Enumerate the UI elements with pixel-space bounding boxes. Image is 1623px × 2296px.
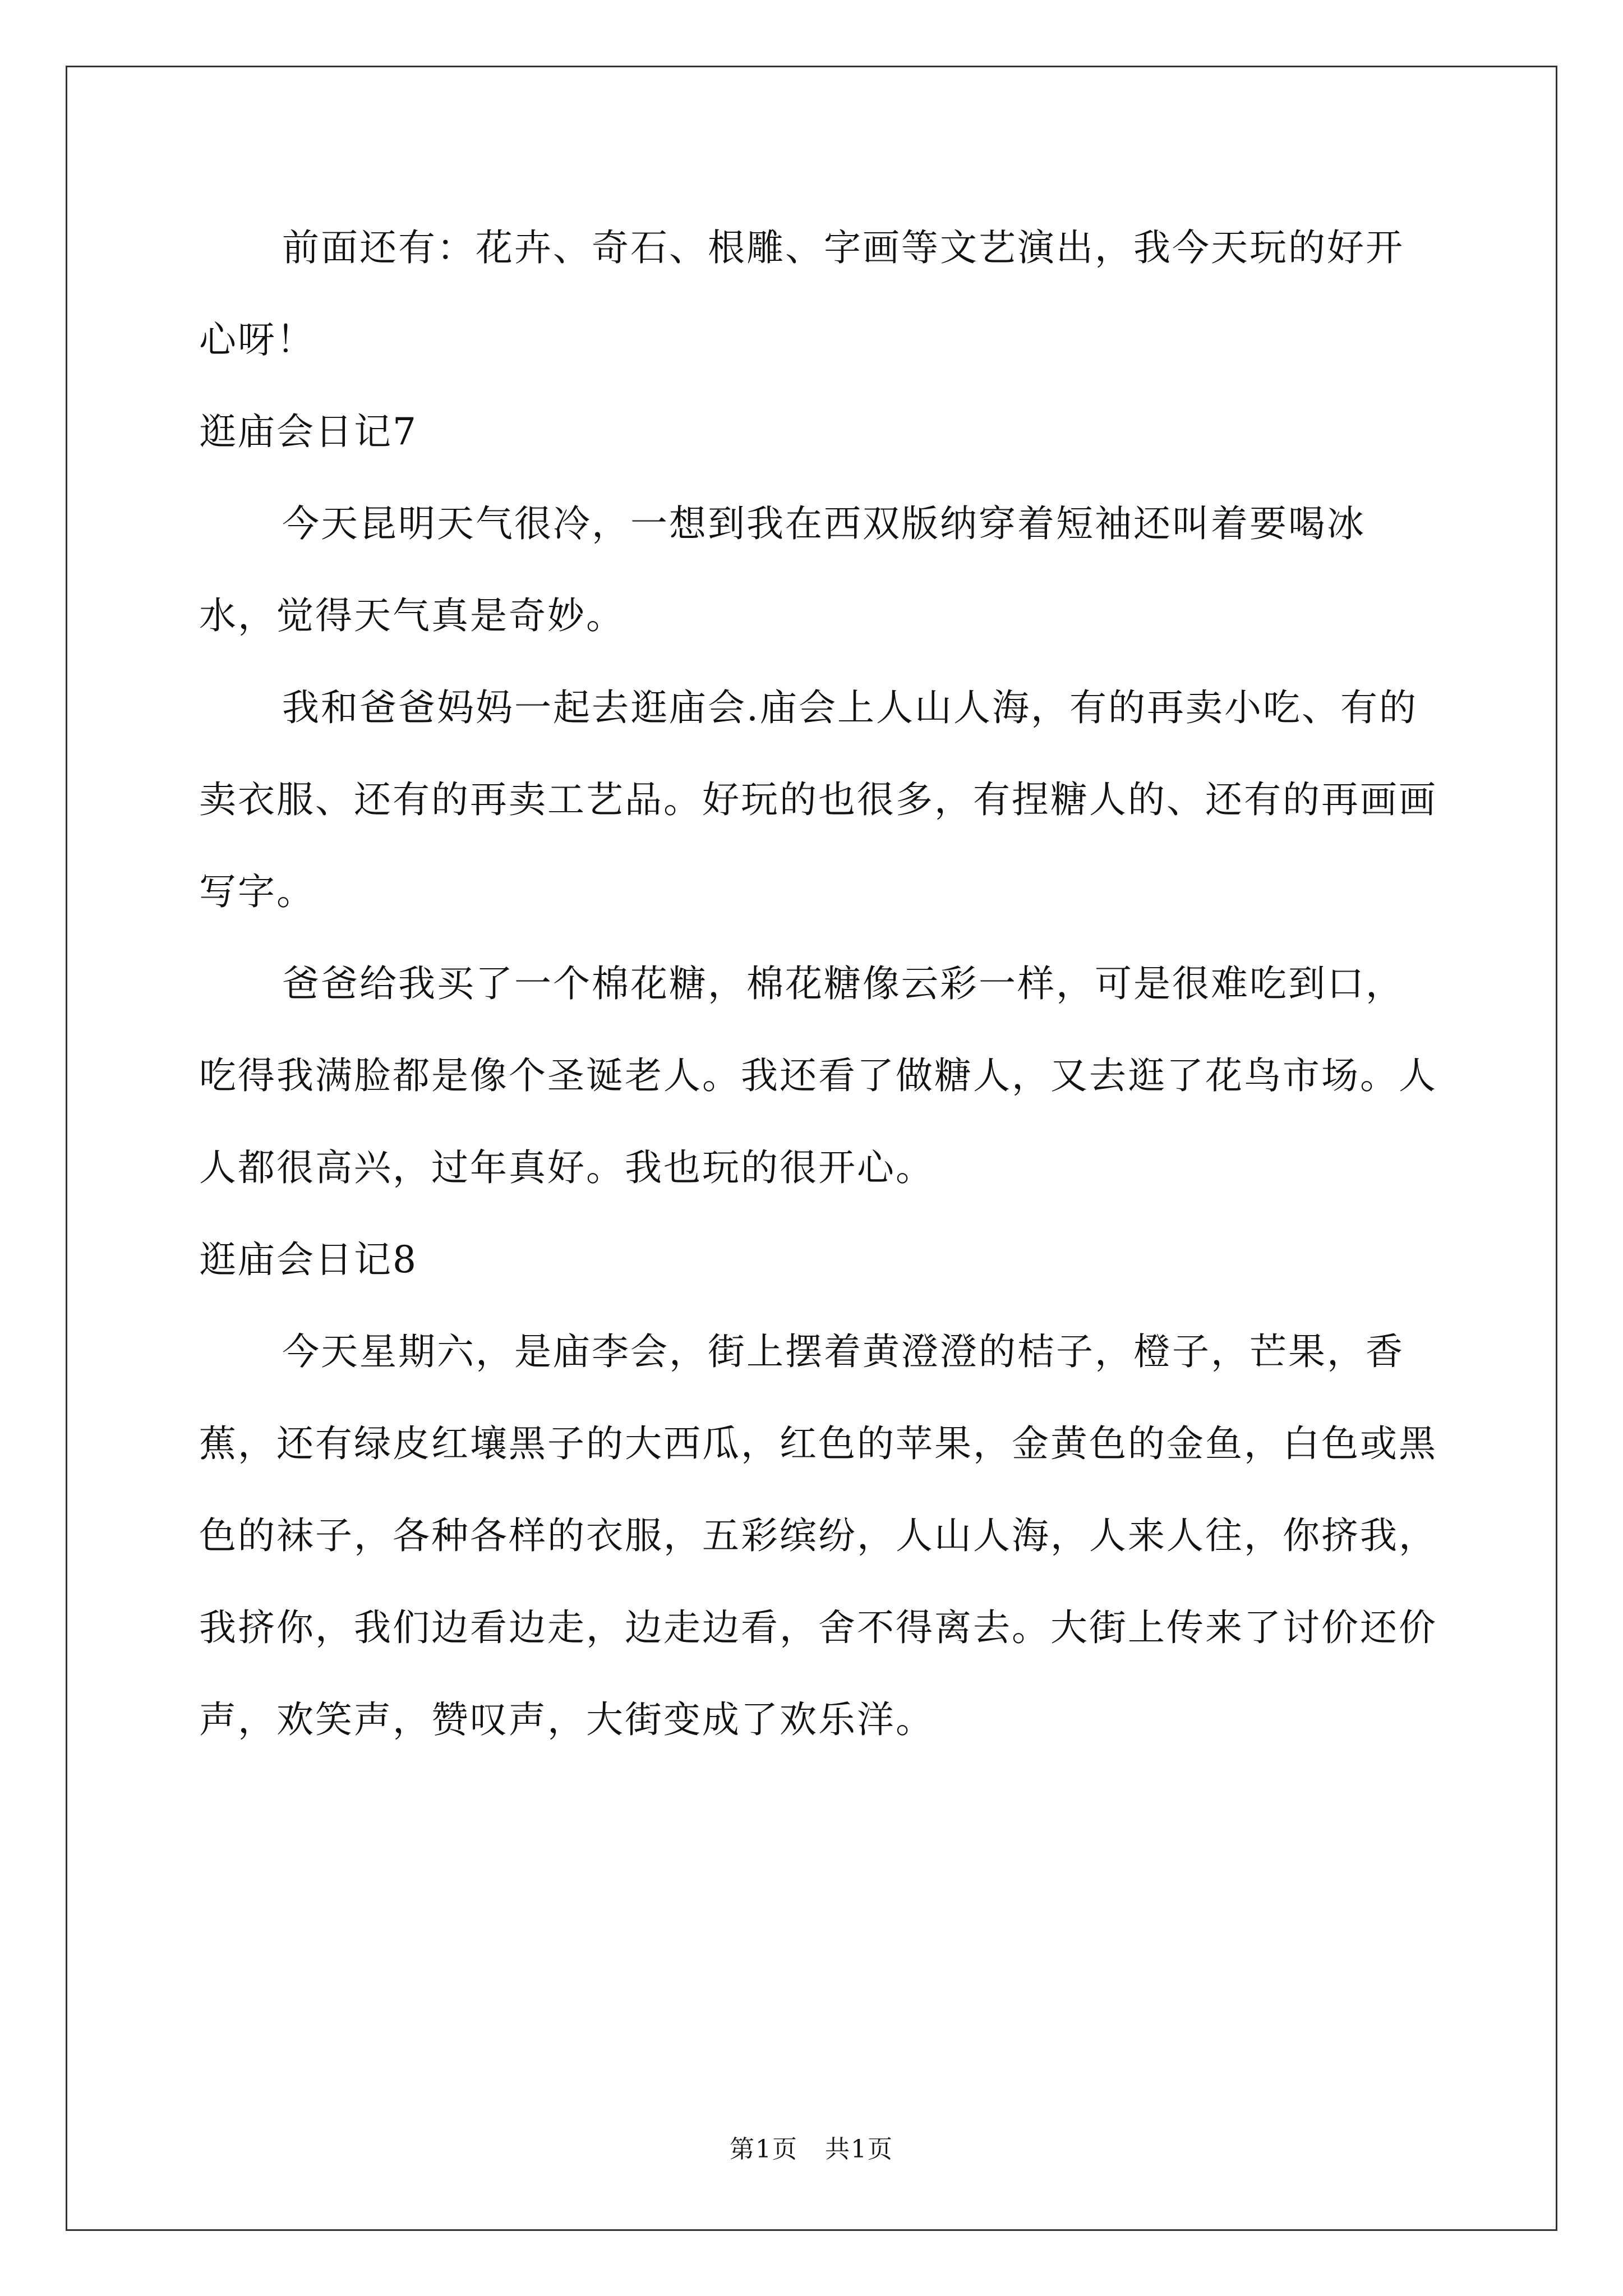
section-heading: 逛庙会日记8 bbox=[199, 1238, 418, 1281]
paragraph: 今天昆明天气很冷，一想到我在西双版纳穿着短袖还叫着要喝冰水，觉得天气真是奇妙。 bbox=[199, 502, 1366, 637]
paragraph: 前面还有：花卉、奇石、根雕、字画等文艺演出，我今天玩的好开心呀！ bbox=[199, 226, 1404, 361]
page-number: 第1页 bbox=[730, 2135, 798, 2164]
page-footer bbox=[0, 2129, 1623, 2165]
paragraph: 我和爸爸妈妈一起去逛庙会.庙会上人山人海，有的再卖小吃、有的卖衣服、还有的再卖工艺品。好玩的也很多，有捏糖人的、还有的再画画写字。 bbox=[199, 686, 1437, 913]
paragraph: 今天星期六，是庙李会，街上摆着黄澄澄的桔子，橙子，芒果，香蕉，还有绿皮红壤黑子的大西瓜，红色的苹果，金黄色的金鱼，白色或黑色的袜子，各种各样的衣服，五彩缤纷，人山人海，人来人往，你挤我，我挤你，我们边看边走，边走边看，舍不得离去。大街上传来了讨价还价声，欢笑声，赞叹声，大街变成了欢乐洋。 bbox=[199, 1330, 1437, 1741]
paragraph: 爸爸给我买了一个棉花糖，棉花糖像云彩一样，可是很难吃到口，吃得我满脸都是像个圣诞老人。我还看了做糖人，又去逛了花鸟市场。人人都很高兴，过年真好。我也玩的很开心。 bbox=[199, 962, 1437, 1189]
document-body bbox=[199, 202, 1438, 1766]
section-heading: 逛庙会日记7 bbox=[199, 410, 418, 453]
page-total: 共1页 bbox=[825, 2135, 893, 2164]
